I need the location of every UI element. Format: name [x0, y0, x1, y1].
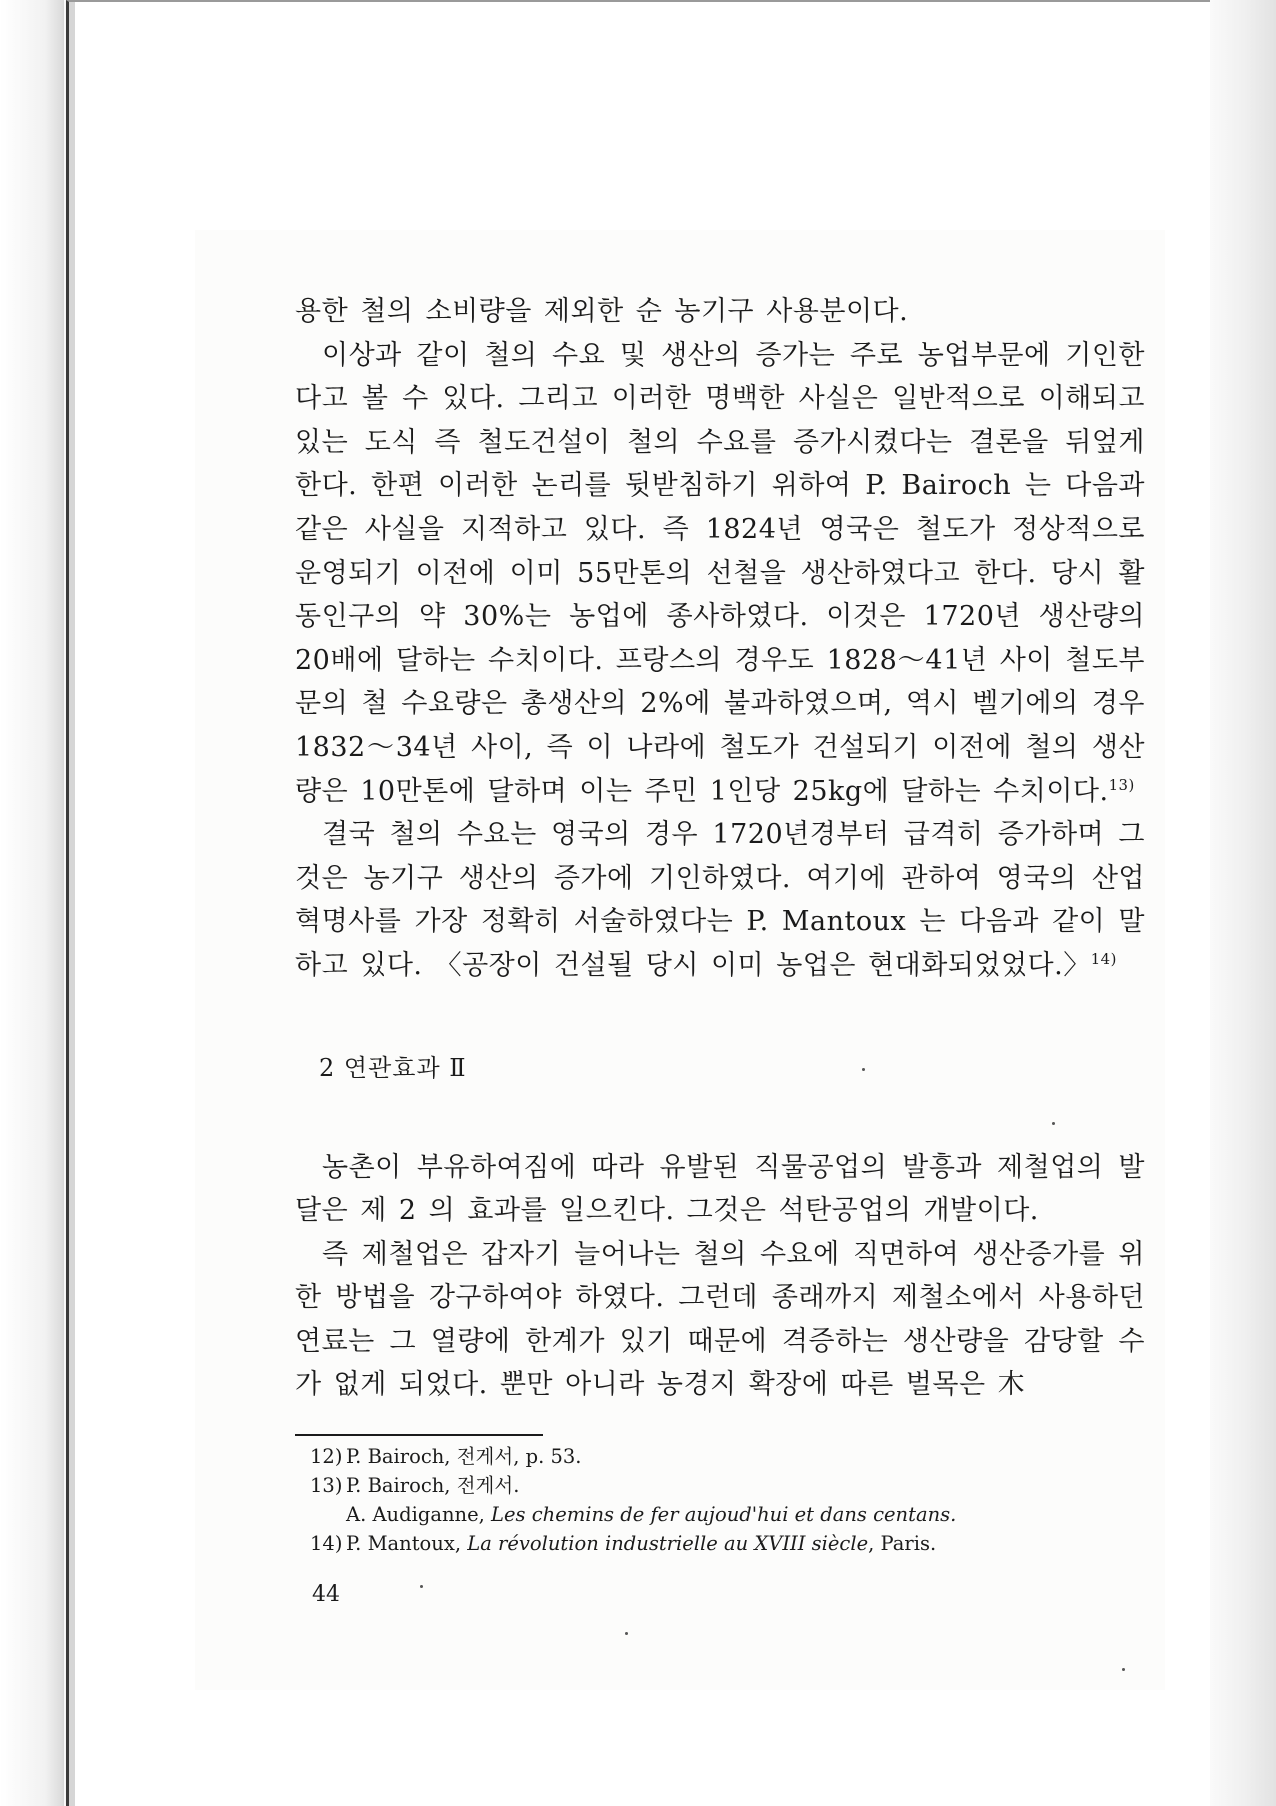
footnote-tail: , Paris. — [868, 1532, 937, 1555]
page-edge — [1210, 0, 1276, 1806]
binding-shadow — [0, 0, 64, 1806]
footnote-number: 12) — [310, 1445, 343, 1468]
scan-speck — [862, 1068, 865, 1071]
footnote-title: La révolution industrielle au XVIII siècle — [467, 1532, 869, 1555]
footnote-13-continued — [310, 1500, 1130, 1529]
footnote-number: 13) — [310, 1474, 343, 1497]
footnote-14 — [310, 1529, 1130, 1558]
paragraph-1: 용한 철의 소비량을 제외한 순 농기구 사용분이다. — [295, 296, 909, 327]
footnote-text: P. Bairoch, 전게서, p. 53. — [346, 1445, 582, 1468]
footnote-ref-14: 14) — [1090, 949, 1117, 968]
page-number: 44 — [312, 1582, 340, 1607]
footnote-text: P. Bairoch, 전게서. — [346, 1474, 520, 1497]
footnote-13 — [310, 1471, 1130, 1500]
scan-speck — [1052, 1122, 1055, 1125]
paragraph-5: 즉 제철업은 갑자기 늘어나는 철의 수요에 직면하여 생산증가를 위한 방법을 강구하여야 하였다. 그런데 종래까지 제철소에서 사용하던 연료는 그 열량에 한계가 있기 때문에 격증하는 생산량을 감당할 수가 없게 되었다. 뿐만 아니라 농경지 확장에 따른 벌목은 木 — [295, 1238, 1145, 1401]
footnote-ref-13: 13) — [1108, 775, 1135, 794]
scan-speck — [625, 1632, 628, 1635]
paragraph-2: 이상과 같이 철의 수요 및 생산의 증가는 주로 농업부문에 기인한다고 볼 수 있다. 그리고 이러한 명백한 사실은 일반적으로 이해되고 있는 도식 즉 철도건설이 철의 수요를 증가시켰다는 결론을 뒤엎게 한다. 한편 이러한 논리를 뒷받침하기 위하여 P. Bairoch 는 다음과 같은 사실을 지적하고 있다. 즉 1824년 영국은 철도가 정상적으로 운영되기 이전에 이미 55만톤의 선철을 생산하였다고 한다. 당시 활동인구의 약 30%는 농업에 종사하였다. 이것은 1720년 생산량의 20배에 달하는 수치이다. 프랑스의 경우도 1828～41년 사이 철도부문의 철 수요량은 총생산의 2%에 불과하였으며, 역시 벨기에의 경우 1832～34년 사이, 즉 이 나라에 철도가 건설되기 이전에 철의 생산량은 10만톤에 달하며 이는 주민 1인당 25kg에 달하는 수치이다.$^{13)}$ — [295, 339, 1145, 807]
paragraph-4: 농촌이 부유하여짐에 따라 유발된 직물공업의 발흥과 제철업의 발달은 제 2 의 효과를 일으킨다. 그것은 석탄공업의 개발이다. — [295, 1151, 1145, 1227]
paragraph-3: 결국 철의 수요는 영국의 경우 1720년경부터 급격히 증가하며 그것은 농기구 생산의 증가에 기인하였다. 여기에 관하여 영국의 산업혁명사를 가장 정확히 서술하였다는 P. Mantoux 는 다음과 같이 말하고 있다. 〈공장이 건설될 당시 이미 농업은 현대화되었었다.〉$^{14)}$ — [295, 819, 1145, 981]
body-text — [295, 290, 1145, 1407]
footnote-author: P. Mantoux, — [346, 1532, 468, 1555]
scan-speck — [1122, 1668, 1125, 1671]
footnote-author: A. Audiganne, — [346, 1503, 492, 1526]
footnote-12 — [310, 1442, 1130, 1471]
footnote-divider — [295, 1434, 543, 1436]
section-heading: 2 연관효과 Ⅱ — [319, 1053, 467, 1082]
footnote-title: Les chemins de fer aujoud'hui et dans centans. — [491, 1503, 957, 1526]
scan-speck — [420, 1585, 423, 1588]
footnote-number: 14) — [310, 1532, 343, 1555]
footnotes — [310, 1442, 1130, 1558]
